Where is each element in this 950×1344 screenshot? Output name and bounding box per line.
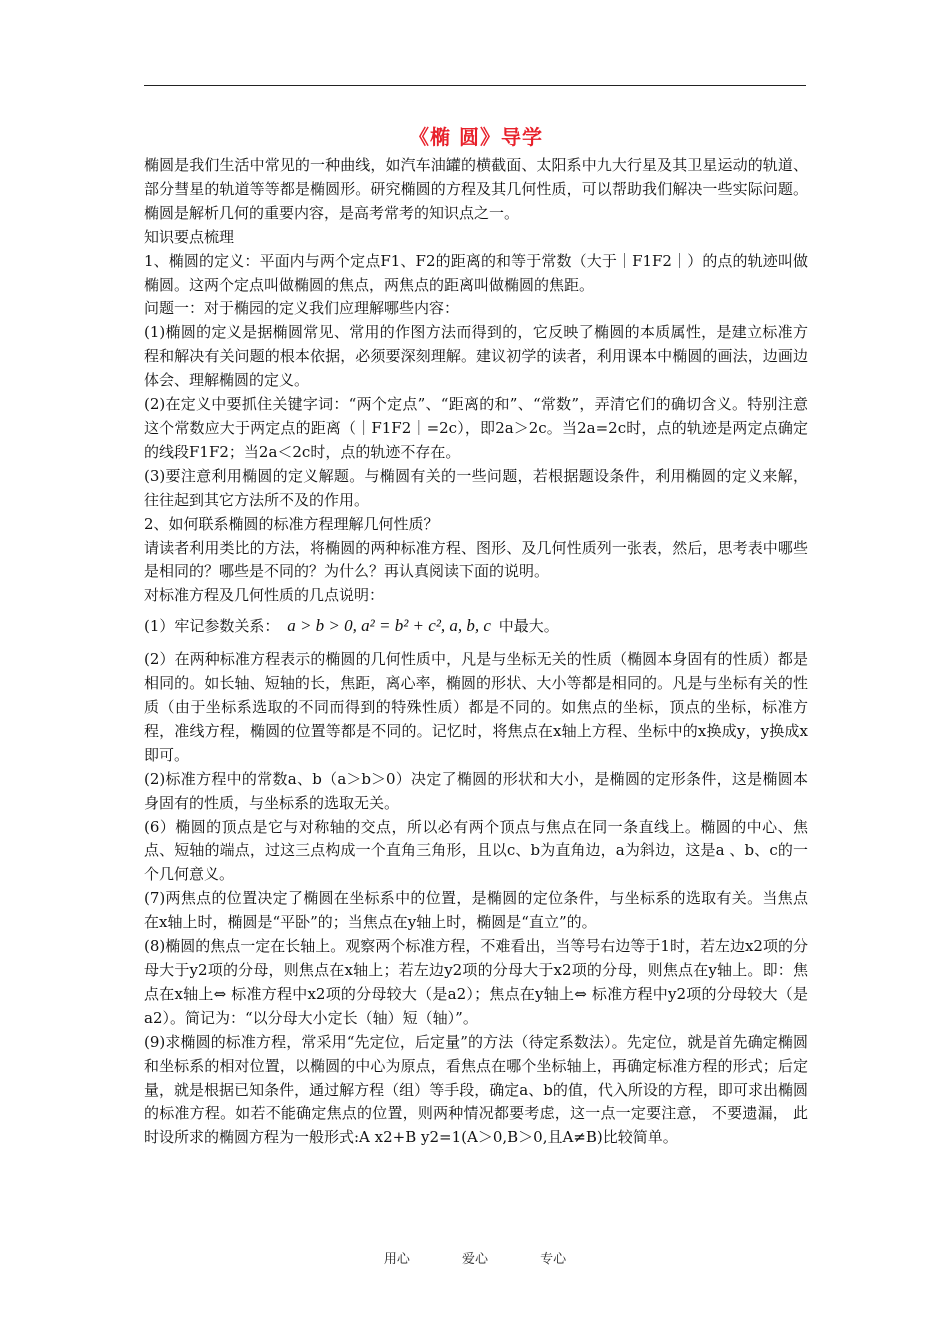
intro-paragraph: 椭圆是我们生活中常见的一种曲线，如汽车油罐的横截面、太阳系中九大行星及其卫星运动的轨道、部分彗星的轨道等等都是椭圆形。研究椭圆的方程及其几何性质，可以帮助我们解决一些实际问题。椭圆是解析几何的重要内容，是高考常考的知识点之一。 — [144, 156, 808, 222]
header-rule — [144, 85, 806, 86]
footer-item-3: 专心 — [540, 1252, 567, 1267]
note-7-paragraph: (7)两焦点的位置决定了椭圆在坐标系中的位置，是椭圆的定位条件，与坐标系的选取有关。当焦点在x轴上时，椭圆是“平卧”的；当焦点在y轴上时，椭圆是“直立”的。 — [144, 889, 808, 932]
document-title: 《椭 圆》导学 — [409, 125, 543, 149]
section-heading-standard-equation: 2、如何联系椭圆的标准方程理解几何性质？ — [144, 514, 439, 533]
point-3-paragraph: (3)要注意利用椭圆的定义解题。与椭圆有关的一些问题，若根据题设条件，利用椭圆的定义来解，往往起到其它方法所不及的作用。 — [144, 466, 808, 509]
parameter-relation-suffix: 中最大。 — [498, 617, 559, 636]
parameter-relation-row — [144, 612, 808, 640]
note-2-paragraph: (2）在两种标准方程表示的椭圆的几何性质中，凡是与坐标无关的性质（椭圆本身固有的性质）都是相同的。如长轴、短轴的长，焦距，离心率，椭圆的形状、大小等都是相同的。凡是与坐标有关的性质（由于坐标系选取的不同而得到的特殊性质）都是不同的。如焦点的坐标，顶点的坐标，标准方程，准线方程，椭圆的位置等都是不同的。记忆时，将焦点在x轴上方程、坐标中的x换成y，y换成x即可。 — [144, 650, 808, 764]
definition-paragraph: 1、椭圆的定义：平面内与两个定点F1、F2的距离的和等于常数（大于｜F1F2｜）的点的轨迹叫做椭圆。这两个定点叫做椭圆的焦点，两焦点的距离叫做椭圆的焦距。 — [144, 251, 808, 294]
question-one-heading: 问题一：对于椭园的定义我们应理解哪些内容： — [144, 299, 460, 318]
notes-heading: 对标准方程及几何性质的几点说明： — [144, 586, 385, 605]
note-6-paragraph: (6）椭圆的顶点是它与对称轴的交点，所以必有两个顶点与焦点在同一条直线上。椭圆的中心、焦点、短轴的端点，过这三点构成一个直角三角形，且以c、b为直角边，a为斜边，这是a 、b、c的一个几何意义。 — [144, 817, 808, 884]
footer-item-2: 爱心 — [461, 1252, 488, 1267]
comparison-paragraph: 请读者利用类比的方法，将椭圆的两种标准方程、图形、及几何性质列一张表，然后，思考表中哪些是相同的？哪些是不同的？为什么？再认真阅读下面的说明。 — [144, 538, 808, 581]
note-9-paragraph: (9)求椭圆的标准方程，常采用“先定位，后定量”的方法（待定系数法）。先定位，就是首先确定椭圆和坐标系的相对位置，以椭圆的中心为原点，看焦点在哪个坐标轴上，再确定标准方程的形式；后定量，就是根据已知条件，通过解方程（组）等手段，确定a、b的值，代入所设的方程，即可求出椭圆的标准方程。如若不能确定焦点的位置，则两种情况都要考虑，这一点一定要注意， 不要遗漏， 此时设所求的椭圆方程为一般形式:A x2+B y2=1(A＞0,B＞0,且A≠B)比较简单。 — [144, 1032, 808, 1147]
point-1-paragraph: (1)椭圆的定义是据椭圆常见、常用的作图方法而得到的，它反映了椭圆的本质属性，是建立标准方程和解决有关问题的根本依据，必须要深刻理解。建议初学的读者，利用课本中椭圆的画法，边画边体会、理解椭圆的定义。 — [144, 323, 808, 390]
parameter-relation-formula: a > b > 0, a² = b² + c², a, b, c — [287, 616, 491, 636]
footer-item-1: 用心 — [383, 1252, 410, 1267]
point-2-paragraph: (2)在定义中要抓住关键字词：“两个定点”、“距离的和”、“常数”，弄清它们的确切含义。特别注意这个常数应大于两定点的距离（｜F1F2｜=2c），即2a＞2c。当2a=2c时，点的轨迹是两定点确定的线段F1F2；当2a＜2c时，点的轨迹不存在。 — [144, 395, 808, 461]
page-footer — [0, 1248, 950, 1267]
document-body — [144, 120, 808, 1150]
note-8-paragraph: (8)椭圆的焦点一定在长轴上。观察两个标准方程，不难看出，当等号右边等于1时，若左边x2项的分母大于y2项的分母，则焦点在x轴上；若左边y2项的分母大于x2项的分母，则焦点在y轴上。即：焦点在x轴上⇔ 标准方程中x2项的分母较大（是a2）；焦点在y轴上⇔ 标准方程中y2项的分母较大（是a2）。简记为：“以分母大小定长（轴）短（轴）”。 — [144, 937, 808, 1027]
parameter-relation-prefix: (1）牢记参数关系： — [144, 617, 280, 636]
section-heading-knowledge: 知识要点梳理 — [144, 227, 235, 246]
note-constants-paragraph: (2)标准方程中的常数a、b（a＞b＞0）决定了椭圆的形状和大小，是椭圆的定形条件，这是椭圆本身固有的性质，与坐标系的选取无关。 — [144, 769, 808, 812]
